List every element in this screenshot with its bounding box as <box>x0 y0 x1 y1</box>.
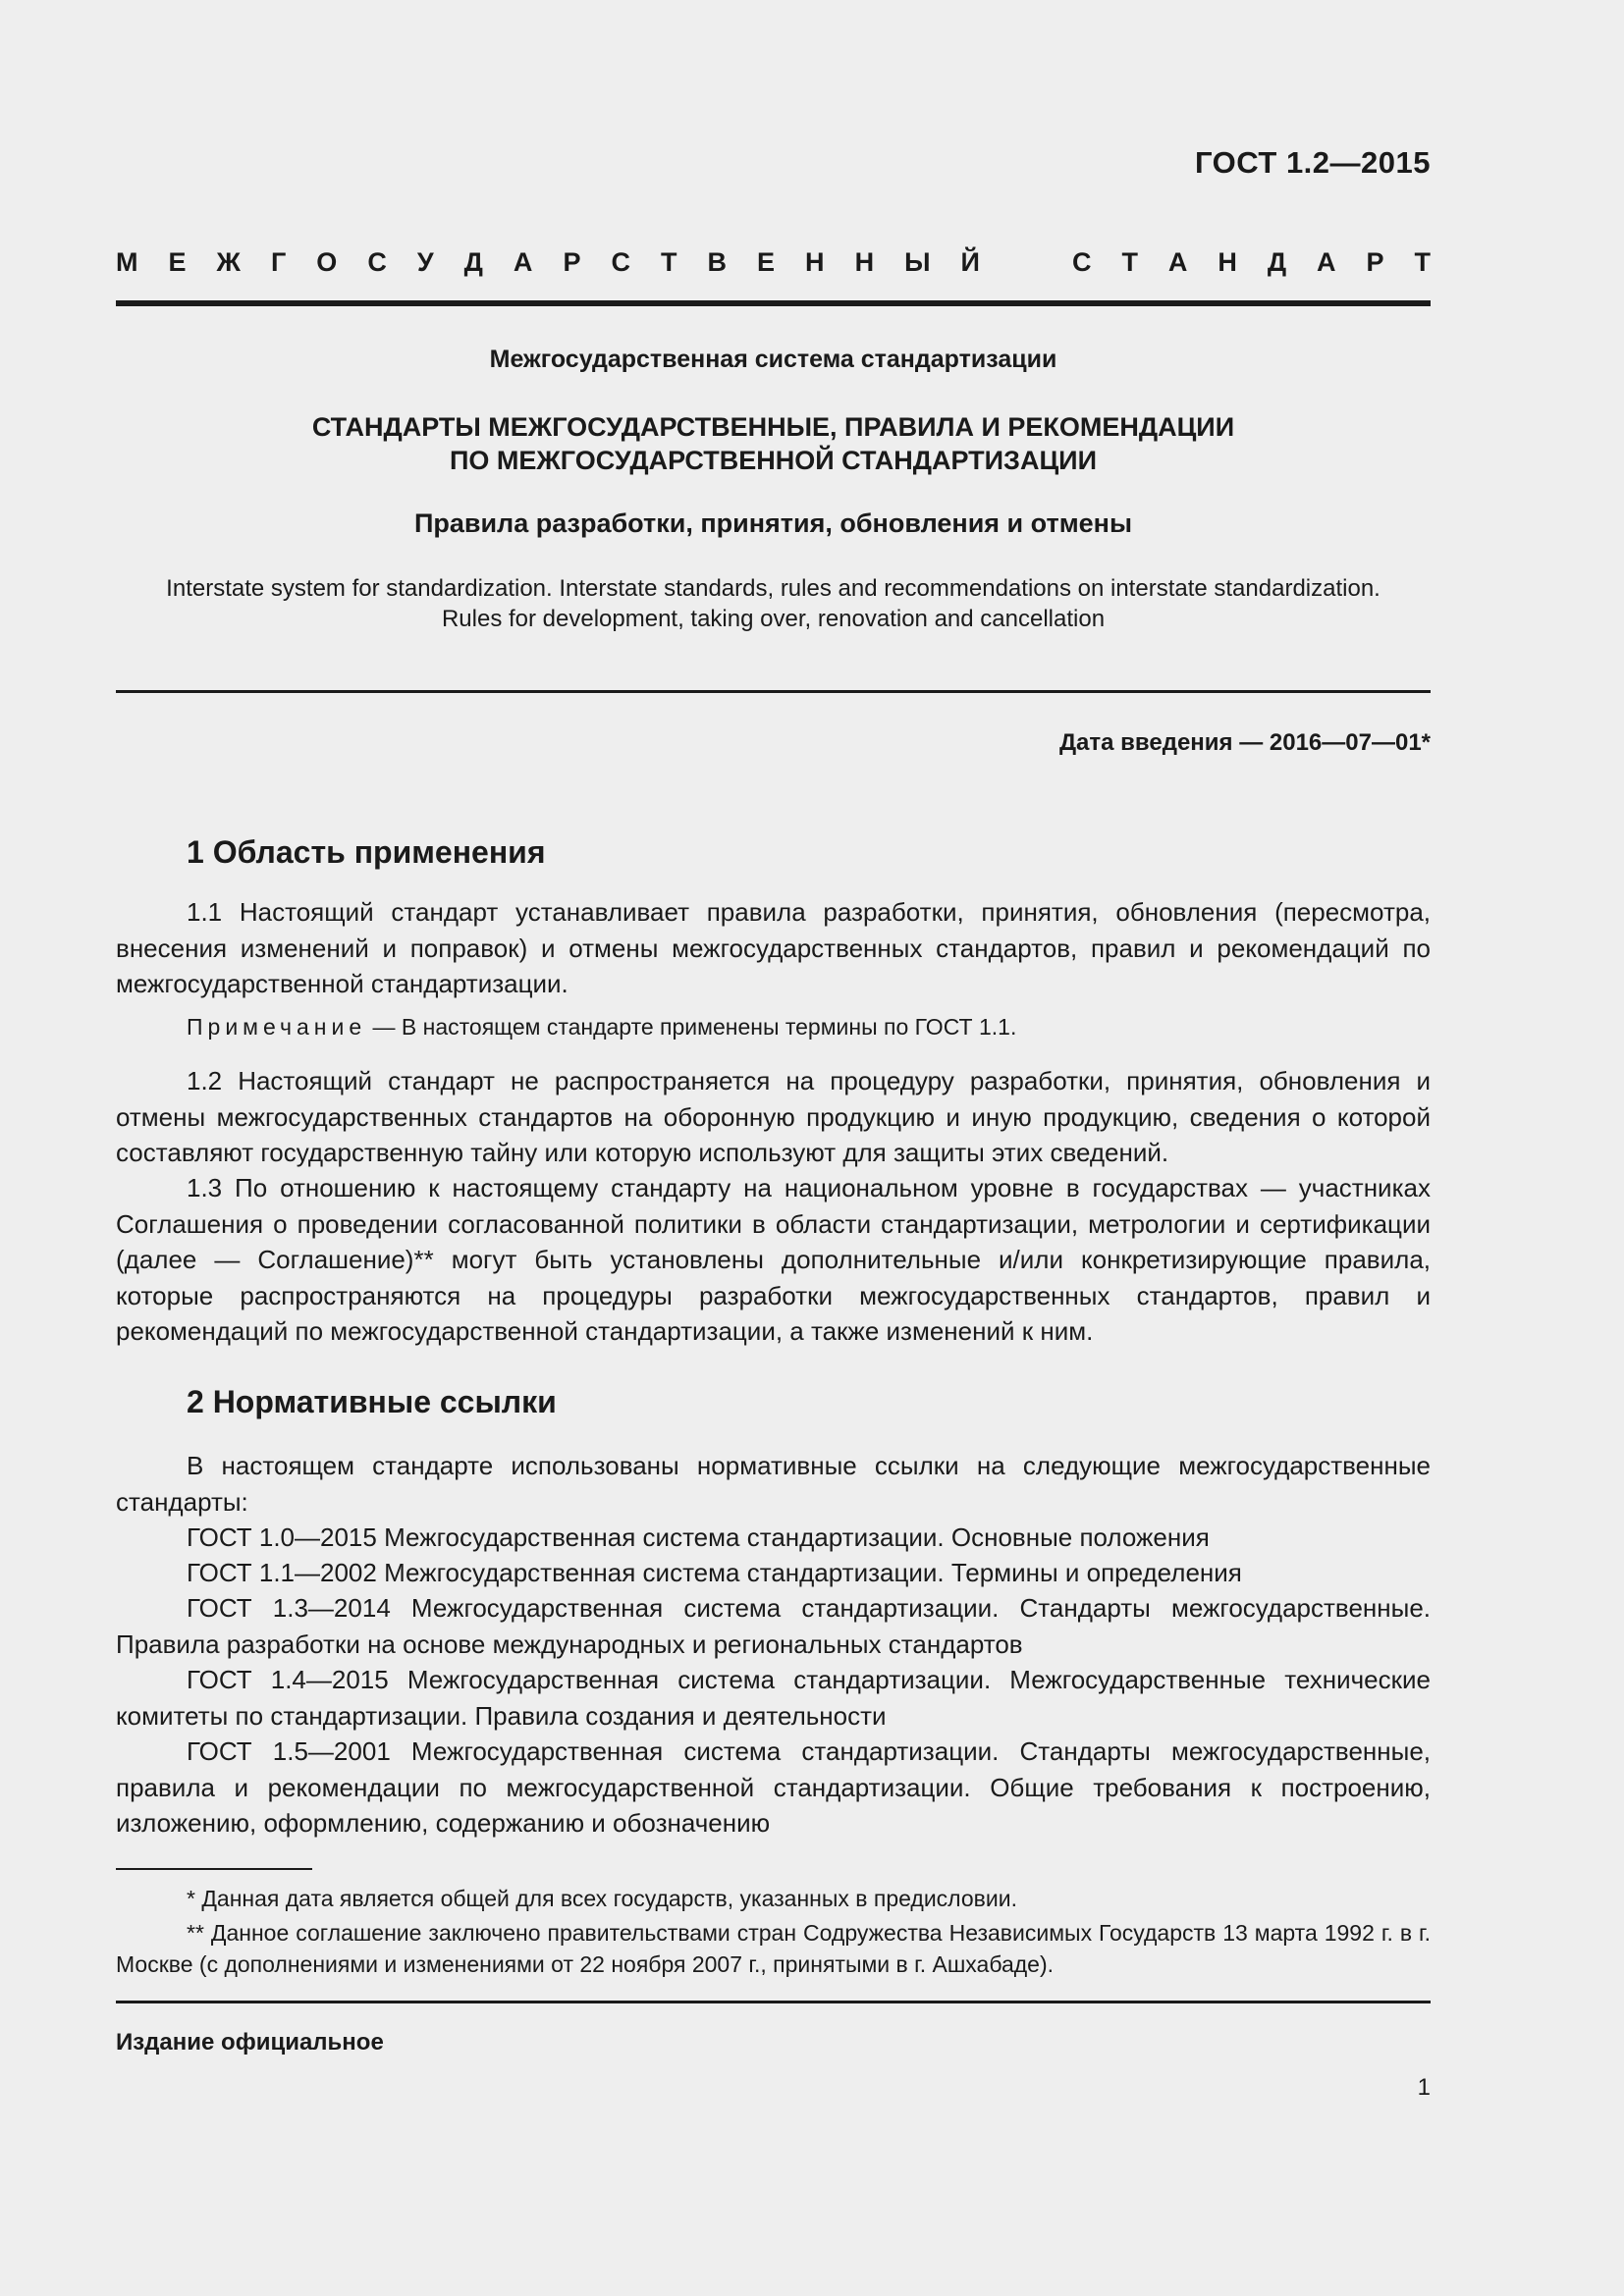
paragraph-1-1: 1.1 Настоящий стандарт устанавливает правила разработки, принятия, обновления (пересмотра, внесения изменений и поправок) и отмены межгосударственных стандартов, правил и рекомендаций по межгосударственной стандартизации. <box>116 897 1431 998</box>
banner-letter: Р <box>563 247 581 277</box>
banner-letter: Н <box>854 247 875 277</box>
banner-word-interstate <box>116 247 980 278</box>
reference-item: ГОСТ 1.0—2015 Межгосударственная система стандартизации. Основные положения <box>187 1522 1210 1552</box>
system-subtitle: Межгосударственная система стандартизации <box>489 346 1057 373</box>
banner-letter: А <box>513 247 533 277</box>
banner-word-standard <box>1072 247 1431 278</box>
footnote: ** Данное соглашение заключено правительствами стран Содружества Независимых Государств 13 марта 1992 г. в г. Москве (с дополнениями и изменениями от 22 ноября 2007 г., принятыми в г. Ашхабаде). <box>116 1920 1431 1977</box>
title-divider <box>116 690 1431 693</box>
banner-letter: С <box>367 247 387 277</box>
english-title-line: Interstate system for standardization. Interstate standards, rules and recommendations on interstate standardization. <box>166 575 1380 602</box>
footer-divider <box>116 2001 1431 2003</box>
banner-letter: А <box>1317 247 1336 277</box>
banner-letter: Т <box>1414 247 1431 277</box>
introduction-date: Дата введения — 2016—07—01* <box>1058 729 1431 756</box>
banner-letter: С <box>1072 247 1092 277</box>
banner-letter: Р <box>1366 247 1384 277</box>
banner-letter: Д <box>463 247 483 277</box>
edition-label: Издание официальное <box>116 2029 384 2056</box>
banner-letter: Д <box>1267 247 1287 277</box>
document-subtitle: Правила разработки, принятия, обновления и отмены <box>413 508 1133 538</box>
reference-item: ГОСТ 1.4—2015 Межгосударственная система стандартизации. Межгосударственные технические комитеты по стандартизации. Правила создания и деятельности <box>116 1665 1431 1731</box>
banner-letter: Г <box>270 247 287 277</box>
banner-letter: Ж <box>216 247 241 277</box>
english-title <box>116 573 1431 634</box>
banner-letter: Н <box>805 247 825 277</box>
title-line: СТАНДАРТЫ МЕЖГОСУДАРСТВЕННЫЕ, ПРАВИЛА И РЕКОМЕНДАЦИИ <box>311 412 1235 442</box>
reference-item: ГОСТ 1.5—2001 Межгосударственная система стандартизации. Стандарты межгосударственные, правила и рекомендации по межгосударственной стандартизации. Общие требования к построению, изложению, оформлению, содержанию и обозначению <box>116 1736 1431 1838</box>
note-label: Примечание <box>187 1014 367 1040</box>
english-title-line: Rules for development, taking over, renovation and cancellation <box>441 606 1106 632</box>
banner-letter: М <box>116 247 138 277</box>
reference-item: ГОСТ 1.1—2002 Межгосударственная система стандартизации. Термины и определения <box>187 1558 1242 1587</box>
references-intro: В настоящем стандарте использованы нормативные ссылки на следующие межгосударственные стандарты: <box>116 1451 1431 1517</box>
header-divider <box>116 300 1431 306</box>
banner-letter: Н <box>1218 247 1237 277</box>
banner-letter: Е <box>757 247 776 277</box>
reference-item: ГОСТ 1.3—2014 Межгосударственная система стандартизации. Стандарты межгосударственные. Правила разработки на основе международных и региональных стандартов <box>116 1593 1431 1659</box>
banner-letter: Ы <box>904 247 931 277</box>
footnote-divider <box>116 1868 312 1870</box>
section-heading-scope: 1 Область применения <box>187 834 546 870</box>
document-page <box>116 0 1431 2296</box>
note-text: — В настоящем стандарте применены термины по ГОСТ 1.1. <box>366 1014 1017 1040</box>
section-heading-references: 2 Нормативные ссылки <box>187 1384 557 1419</box>
title-line: ПО МЕЖГОСУДАРСТВЕННОЙ СТАНДАРТИЗАЦИИ <box>450 446 1097 475</box>
document-title <box>116 410 1431 477</box>
banner-letter: В <box>707 247 727 277</box>
note <box>187 1014 1016 1041</box>
footnote: * Данная дата является общей для всех государств, указанных в предисловии. <box>187 1886 1017 1911</box>
banner-letter: У <box>416 247 434 277</box>
banner-letter: С <box>611 247 630 277</box>
banner-letter: А <box>1167 247 1188 277</box>
document-code: ГОСТ 1.2—2015 <box>1195 145 1431 180</box>
banner-letter: О <box>316 247 338 277</box>
paragraph-1-3: 1.3 По отношению к настоящему стандарту на национальном уровне в государствах — участниках Соглашения о проведении согласованной политики в области стандартизации, метрологии и сертификации (далее — Соглашение)** могут быть установлены дополнительные и/или конкретизирующие правила, которые распространяются на процедуры разработки межгосударственных стандартов, правил и рекомендаций по межгосударственной стандартизации, а также изменений к ним. <box>116 1173 1431 1346</box>
paragraph-1-2: 1.2 Настоящий стандарт не распространяется на процедуру разработки, принятия, обновления и отмены межгосударственных стандартов на оборонную продукцию и иную продукцию, сведения о которой составляют государственную тайну или которую используют для защиты этих сведений. <box>116 1066 1431 1167</box>
banner-letter: Т <box>1121 247 1138 277</box>
banner-letter: Е <box>168 247 187 277</box>
banner-letter: Й <box>960 247 980 277</box>
banner-letter: Т <box>660 247 677 277</box>
standard-banner <box>116 247 1431 278</box>
page-number: 1 <box>1417 2074 1431 2101</box>
